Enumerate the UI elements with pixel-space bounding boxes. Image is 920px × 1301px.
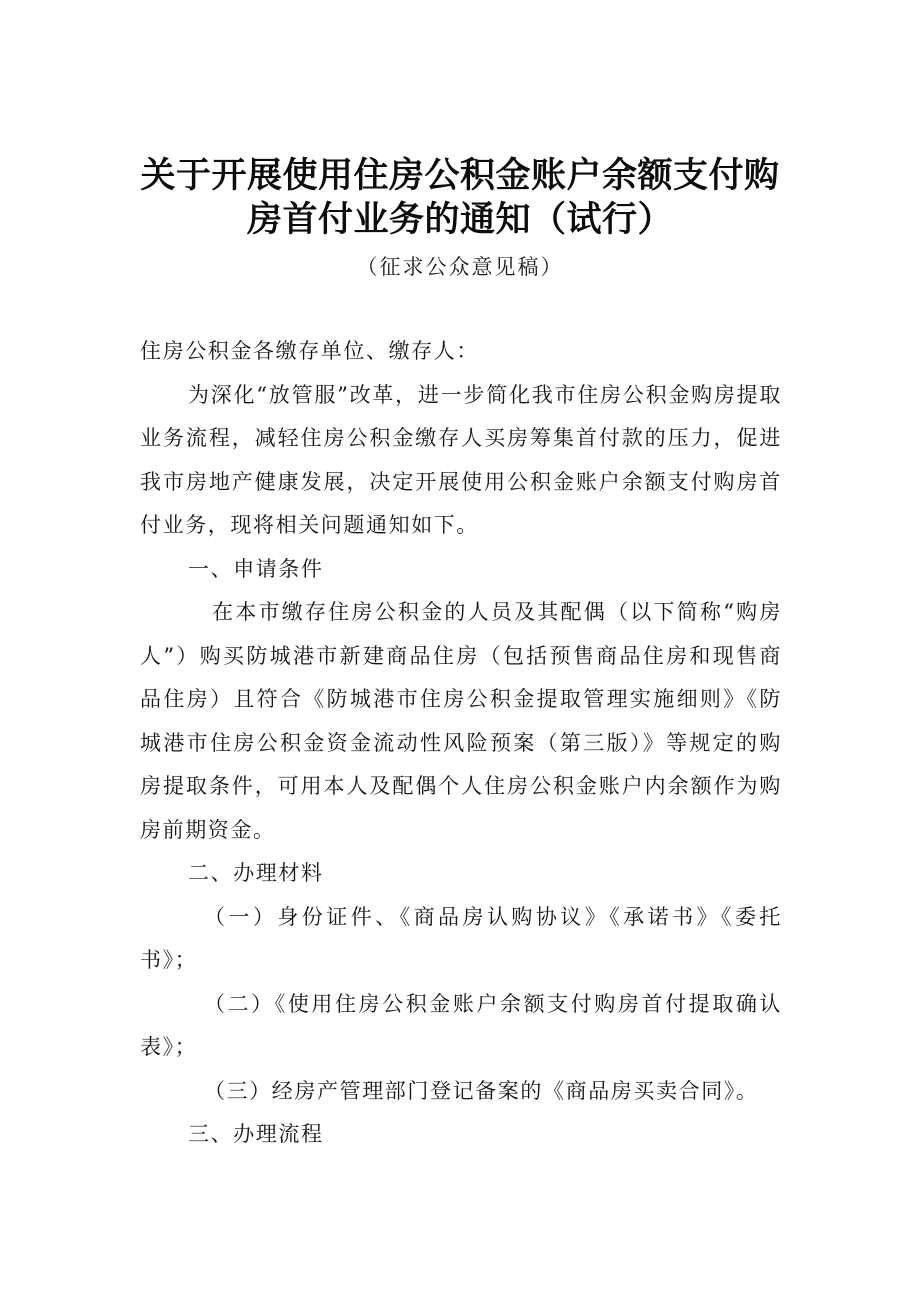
material-item-3: （三）经房产管理部门登记备案的《商品房买卖合同》。 [204, 1078, 759, 1103]
document-subtitle: （征求公众意见稿） [356, 255, 564, 279]
material-item-1: （一）身份证件、《商品房认购协议》《承诺书》《委托书》； [140, 904, 782, 972]
section-1-paragraph: 在本市缴存住房公积金的人员及其配偶（以下简称“购房人”）购买防城港市新建商品住房（包括预售商品住房和现售商品住房）且符合《防城港市住房公积金提取管理实施细则》《防城港市住房公积金资金流动性风险预案（第三版）》等规定的购房提取条件，可用本人及配偶个人住房公积金账户内余额作为购房前期资金。 [140, 600, 782, 842]
material-item-2: （二）《使用住房公积金账户余额支付购房首付提取确认表》； [140, 991, 782, 1059]
document-title-line-2: 房首付业务的通知（试行） [246, 200, 673, 240]
section-heading-2: 二、办理材料 [188, 861, 324, 885]
document-title-line-1: 关于开展使用住房公积金账户余额支付购 [140, 156, 780, 196]
document-body [140, 330, 782, 1157]
salutation: 住房公积金各缴存单位、缴存人： [140, 339, 479, 363]
section-heading-1: 一、申请条件 [188, 556, 324, 581]
section-heading-3: 三、办理流程 [188, 1122, 324, 1146]
intro-paragraph: 为深化“放管服”改革，进一步简化我市住房公积金购房提取业务流程，减轻住房公积金缴存人买房筹集首付款的压力，促进我市房地产健康发展，决定开展使用公积金账户余额支付购房首付业务，现将相关问题通知如下。 [140, 382, 782, 537]
